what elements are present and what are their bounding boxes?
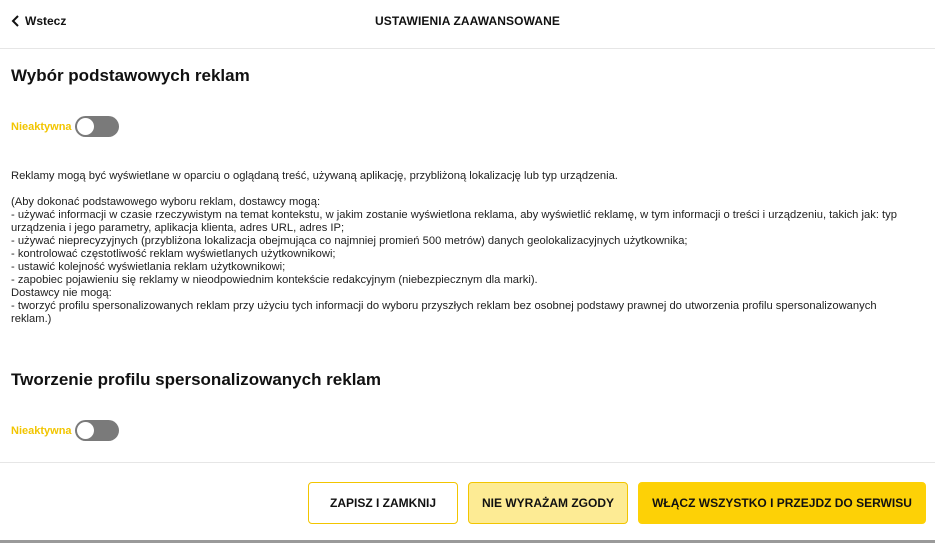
description-line: - tworzyć profilu spersonalizowanych reklam przy użyciu tych informacji do wyboru przyszłych reklam bez osobnej podstawy prawnej do utworzenia profilu spersonalizowanych reklam.) bbox=[11, 300, 877, 325]
toggle-row-personalized-profile bbox=[11, 420, 119, 441]
description-line: Dostawcy nie mogą: bbox=[11, 287, 112, 299]
header-bar bbox=[0, 0, 935, 49]
description-intro: Reklamy mogą być wyświetlane w oparciu o oglądaną treść, używaną aplikację, przybliżoną lokalizację lub typ urządzenia. bbox=[11, 170, 618, 182]
reject-button[interactable]: NIE WYRAŻAM ZGODY bbox=[468, 482, 628, 524]
description-line: - używać informacji w czasie rzeczywistym na temat kontekstu, w jakim zostanie wyświetlona reklama, aby wyświetlić reklamę, w tym informacji o treści i urządzeniu, takich jak: typ urządzenia i jego parametry, aplikacja klienta, adres URL, adres IP; bbox=[11, 209, 897, 234]
description-line: - zapobiec pojawieniu się reklamy w nieodpowiednim kontekście redakcyjnym (niebezpiecznym dla marki). bbox=[11, 274, 538, 286]
description-line: - używać nieprecyzyjnych (przybliżona lokalizacja obejmująca co najmniej promień 500 metrów) danych geolokalizacyjnych użytkownika; bbox=[11, 235, 688, 247]
personalized-profile-toggle[interactable] bbox=[75, 420, 119, 441]
description-line: - ustawić kolejność wyświetlania reklam użytkownikowi; bbox=[11, 261, 286, 273]
section-title-basic-ads: Wybór podstawowych reklam bbox=[11, 66, 250, 85]
toggle-knob bbox=[77, 422, 94, 439]
toggle-status-label: Nieaktywna bbox=[11, 120, 72, 133]
description-line: (Aby dokonać podstawowego wyboru reklam, dostawcy mogą: bbox=[11, 196, 321, 208]
page-title: USTAWIENIA ZAAWANSOWANE bbox=[375, 14, 560, 28]
toggle-row-basic-ads bbox=[11, 116, 119, 137]
accept-all-button[interactable]: WŁĄCZ WSZYSTKO I PRZEJDZ DO SERWISU bbox=[638, 482, 926, 524]
toggle-knob bbox=[77, 118, 94, 135]
basic-ads-description bbox=[11, 170, 911, 326]
section-title-personalized-profile: Tworzenie profilu spersonalizowanych reklam bbox=[11, 370, 381, 389]
toggle-status-label: Nieaktywna bbox=[11, 424, 72, 437]
basic-ads-toggle[interactable] bbox=[75, 116, 119, 137]
back-label: Wstecz bbox=[25, 14, 67, 28]
description-line: - kontrolować częstotliwość reklam wyświetlanych użytkownikowi; bbox=[11, 248, 336, 260]
save-and-close-button[interactable]: ZAPISZ I ZAMKNIJ bbox=[308, 482, 458, 524]
